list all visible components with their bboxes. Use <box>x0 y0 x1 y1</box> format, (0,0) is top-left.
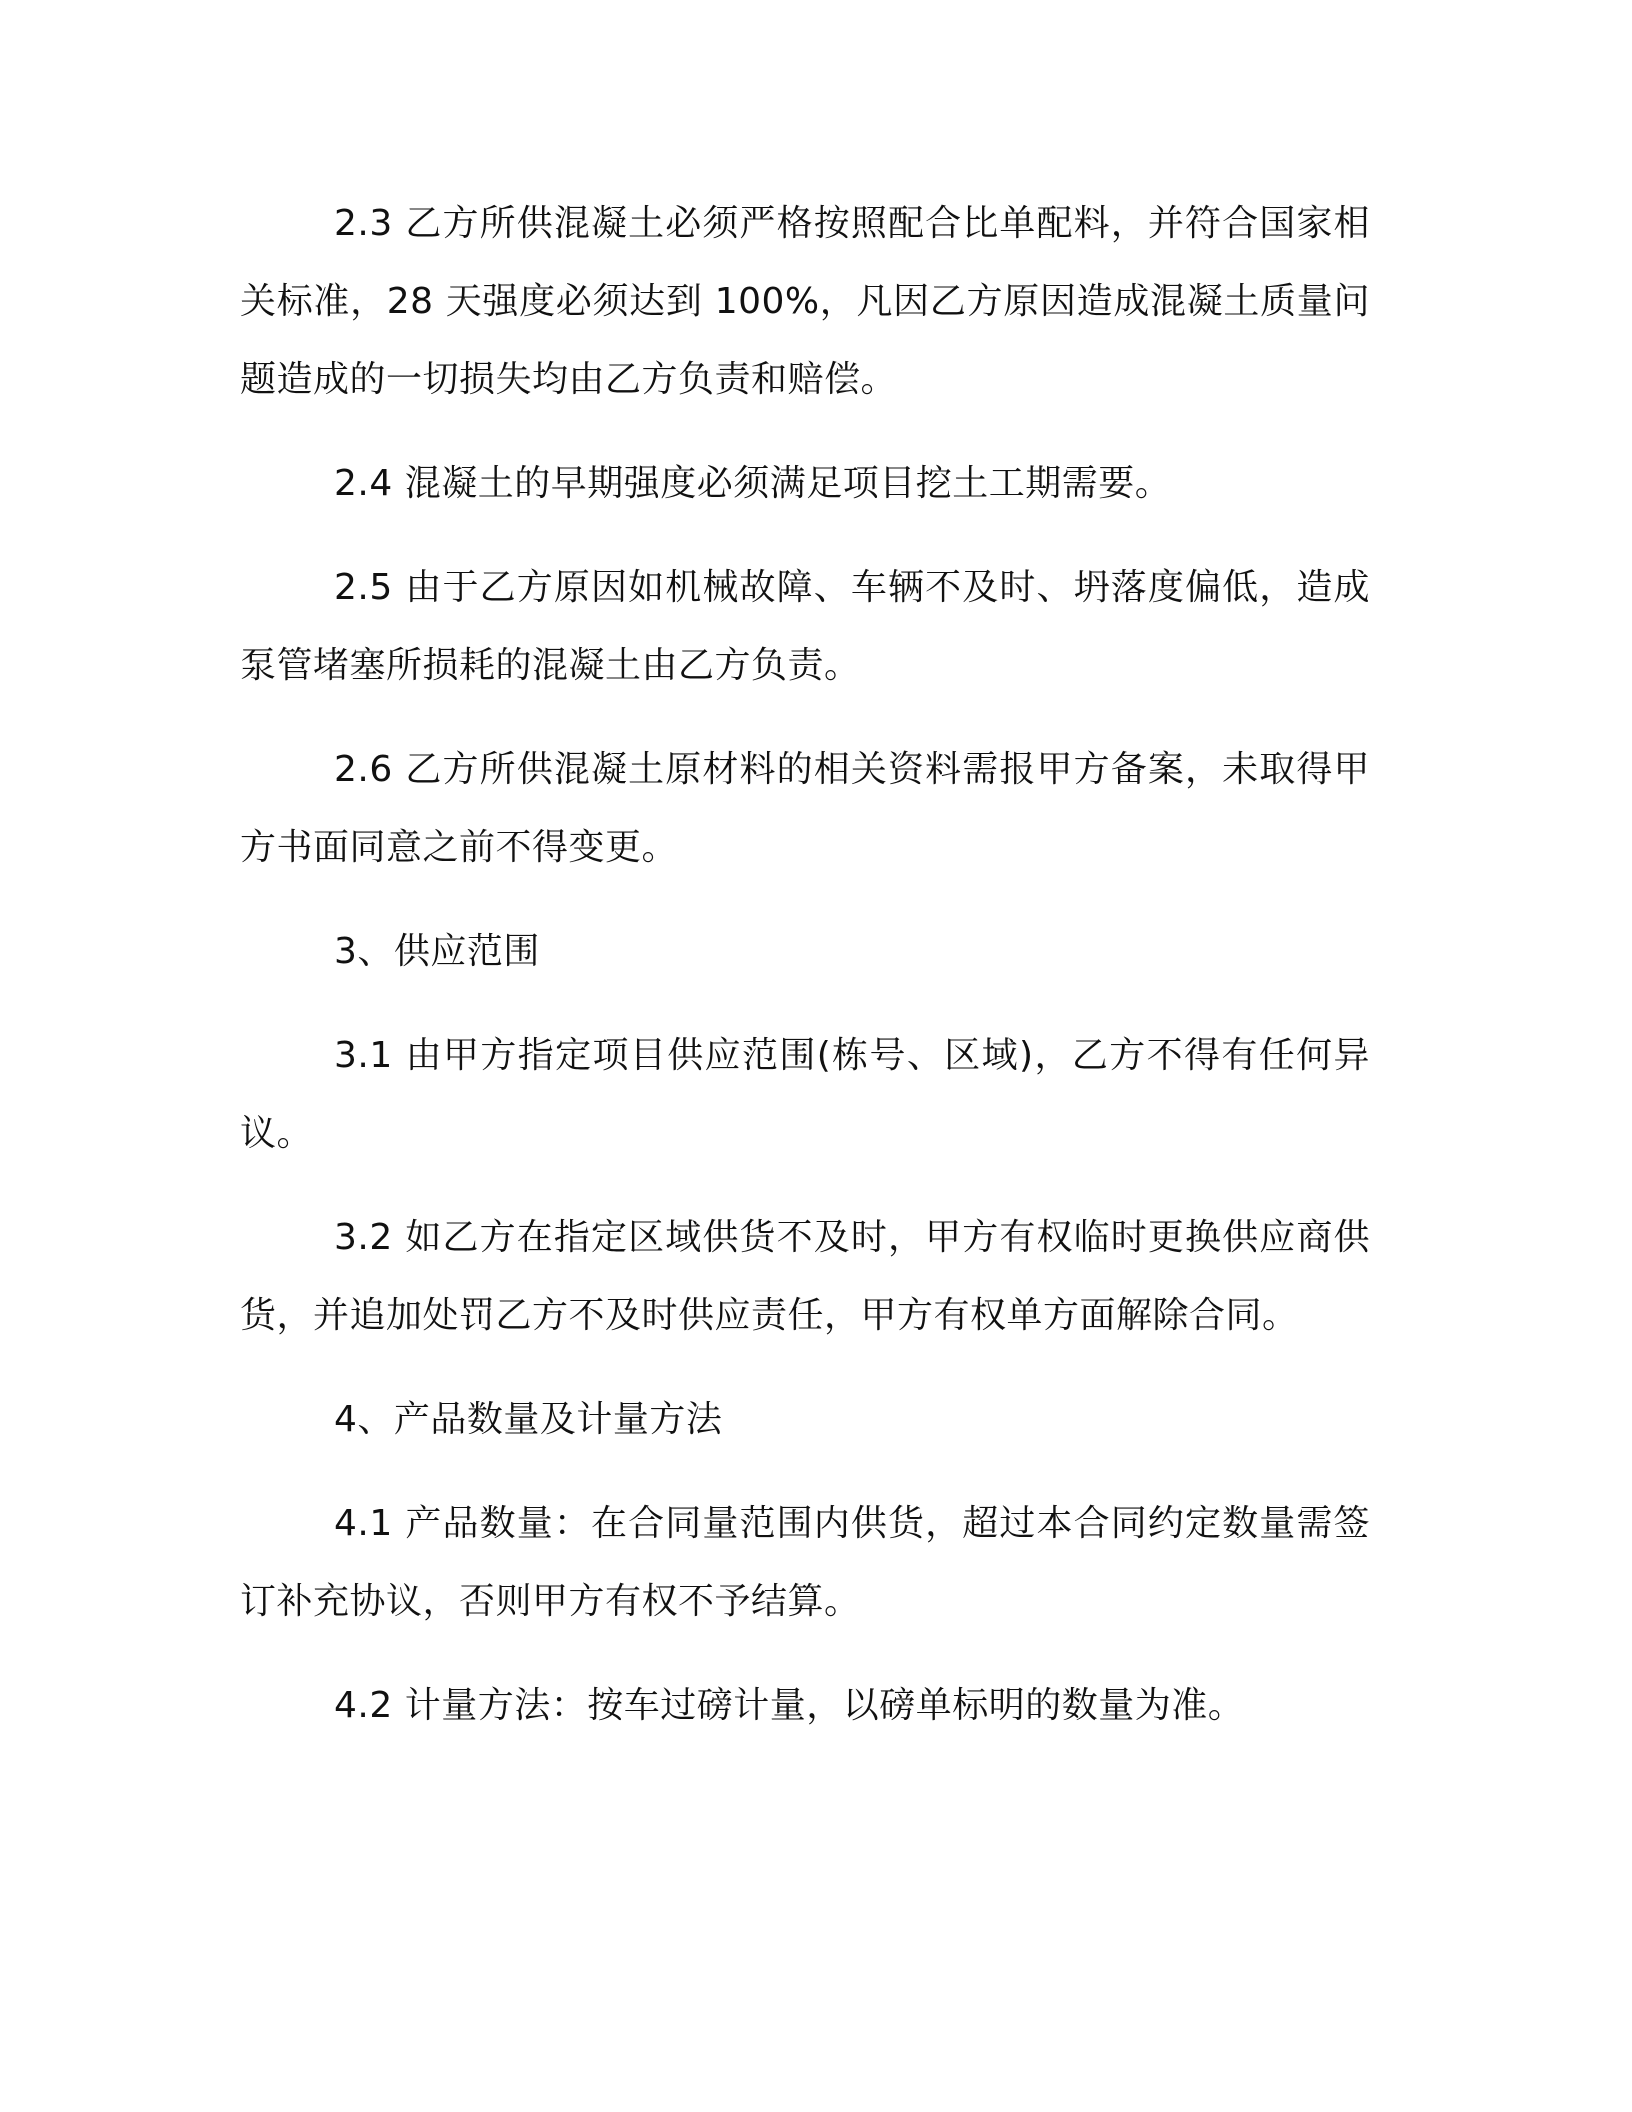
clause-4-2: 4.2 计量方法：按车过磅计量，以磅单标明的数量为准。 <box>334 1685 1245 1726</box>
clause-2-3: 2.3 乙方所供混凝土必须严格按照配合比单配料，并符合国家相关标准，28 天强度必须达到 100%，凡因乙方原因造成混凝土质量问题造成的一切损失均由乙方负责和赔偿。 <box>240 203 1370 400</box>
clause-3-1: 3.1 由甲方指定项目供应范围(栋号、区域)，乙方不得有任何异议。 <box>240 1035 1370 1154</box>
clause-3-2: 3.2 如乙方在指定区域供货不及时，甲方有权临时更换供应商供货，并追加处罚乙方不及时供应责任，甲方有权单方面解除合同。 <box>240 1217 1370 1336</box>
section-heading-3: 3、供应范围 <box>334 931 540 972</box>
clause-2-4: 2.4 混凝土的早期强度必须满足项目挖土工期需要。 <box>334 463 1172 504</box>
section-heading-4: 4、产品数量及计量方法 <box>334 1399 723 1440</box>
clause-2-5: 2.5 由于乙方原因如机械故障、车辆不及时、坍落度偏低，造成泵管堵塞所损耗的混凝土由乙方负责。 <box>240 567 1370 686</box>
clause-4-1: 4.1 产品数量：在合同量范围内供货，超过本合同约定数量需签订补充协议，否则甲方有权不予结算。 <box>240 1503 1370 1622</box>
clause-2-6: 2.6 乙方所供混凝土原材料的相关资料需报甲方备案，未取得甲方书面同意之前不得变更。 <box>240 749 1370 868</box>
document-body <box>240 185 1370 1771</box>
